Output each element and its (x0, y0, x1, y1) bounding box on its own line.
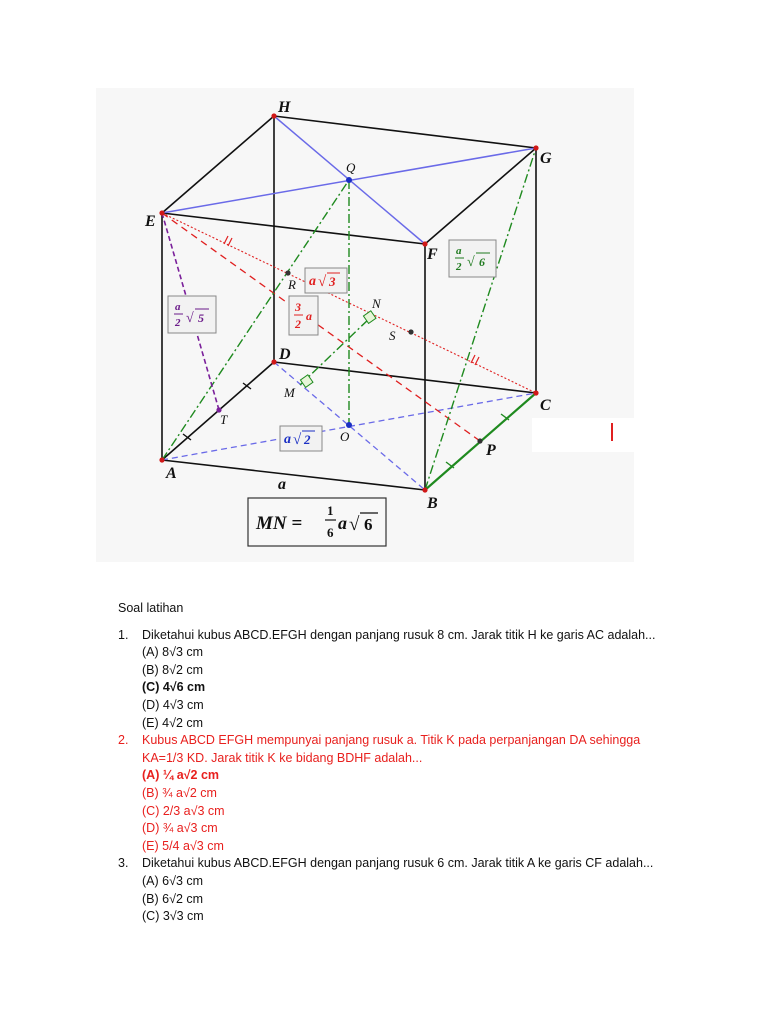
label-O: O (340, 429, 350, 444)
question-number: 3. (118, 856, 129, 871)
svg-text:3: 3 (329, 274, 336, 289)
label-B: B (427, 495, 438, 512)
label-P: P (486, 442, 496, 459)
question-1 (118, 627, 678, 645)
svg-text:6: 6 (364, 515, 373, 534)
question-text: Kubus ABCD EFGH mempunyai panjang rusuk a. Titik K pada perpanjangan DA sehingga KA=1/3 KD. Jarak titik K ke bidang BDHF adalah... (142, 733, 641, 765)
exercise-section (118, 600, 678, 926)
label-M: M (284, 385, 295, 400)
svg-text:2: 2 (295, 317, 301, 331)
section-heading: Soal latihan (118, 601, 184, 615)
point-Q (346, 177, 352, 183)
svg-text:√: √ (318, 274, 327, 290)
svg-text:√: √ (467, 255, 475, 270)
label-A: A (166, 465, 177, 482)
cube-figure (96, 88, 634, 562)
svg-text:6: 6 (479, 255, 485, 269)
svg-text:3: 3 (295, 300, 301, 314)
label-H: H (278, 99, 291, 116)
label-N: N (372, 296, 381, 311)
svg-text:5: 5 (198, 311, 204, 325)
option-2c: (C) 2/3 a√3 cm (142, 803, 225, 818)
label-E: E (145, 213, 156, 230)
point-E (159, 210, 164, 215)
label-Q: Q (346, 160, 356, 175)
svg-text:a: a (306, 309, 312, 323)
svg-text:2: 2 (456, 261, 462, 273)
question-3 (118, 855, 678, 873)
point-O (346, 422, 352, 428)
label-a-sqrt2 (280, 426, 322, 451)
point-B (422, 487, 427, 492)
option-3c: (C) 3√3 cm (142, 909, 204, 924)
question-number: 1. (118, 627, 129, 642)
point-P (477, 438, 482, 443)
option-3a: (A) 6√3 cm (142, 873, 204, 888)
cube-diagram (96, 88, 634, 562)
label-edge-a: a (278, 476, 286, 493)
svg-text:6: 6 (327, 525, 334, 540)
option-1d: (D) 4√3 cm (142, 697, 204, 712)
label-T: T (220, 412, 228, 427)
label-S: S (389, 328, 396, 343)
svg-text:a: a (309, 274, 316, 289)
label-R: R (288, 277, 296, 292)
option-2d: (D) ¾ a√3 cm (142, 821, 218, 836)
svg-text:a: a (456, 245, 462, 257)
svg-text:√: √ (349, 514, 360, 535)
point-R (285, 270, 290, 275)
label-a-sqrt3 (305, 268, 347, 293)
svg-text:√: √ (293, 432, 302, 448)
question-text: Diketahui kubus ABCD.EFGH dengan panjang rusuk 8 cm. Jarak titik H ke garis AC adalah... (142, 627, 656, 642)
point-C (533, 390, 538, 395)
text-cursor (611, 423, 613, 441)
question-text: Diketahui kubus ABCD.EFGH dengan panjang rusuk 6 cm. Jarak titik A ke garis CF adalah... (142, 856, 654, 871)
formula-MN (248, 498, 386, 546)
label-F: F (427, 246, 438, 263)
option-1e: (E) 4√2 cm (142, 715, 204, 730)
option-2b: (B) ¾ a√2 cm (142, 785, 217, 800)
point-S (408, 329, 413, 334)
label-a-half-sqrt6 (449, 240, 496, 277)
svg-text:√: √ (186, 311, 194, 326)
svg-text:a: a (284, 432, 291, 447)
svg-text:2: 2 (304, 432, 311, 447)
svg-text:a: a (338, 513, 347, 533)
option-2a: (A) ¼ a√2 cm (142, 768, 220, 783)
point-H (271, 113, 276, 118)
point-A (159, 457, 164, 462)
point-G (533, 145, 538, 150)
label-a-half-sqrt5 (168, 296, 216, 333)
label-D: D (279, 346, 291, 363)
option-2e: (E) 5/4 a√3 cm (142, 838, 224, 853)
svg-text:1: 1 (327, 503, 334, 518)
svg-text:MN =: MN = (256, 513, 303, 534)
option-1c: (C) 4√6 cm (142, 680, 206, 695)
svg-text:2: 2 (175, 317, 181, 329)
option-1a: (A) 8√3 cm (142, 645, 204, 660)
label-C: C (540, 397, 551, 414)
point-D (271, 359, 276, 364)
option-3b: (B) 6√2 cm (142, 891, 204, 906)
label-three-half-a (289, 296, 318, 335)
label-G: G (540, 150, 552, 167)
option-1b: (B) 8√2 cm (142, 662, 204, 677)
question-2 (118, 732, 678, 767)
question-number: 2. (118, 733, 129, 748)
svg-text:a: a (175, 301, 181, 313)
figure-white-patch (532, 418, 634, 452)
